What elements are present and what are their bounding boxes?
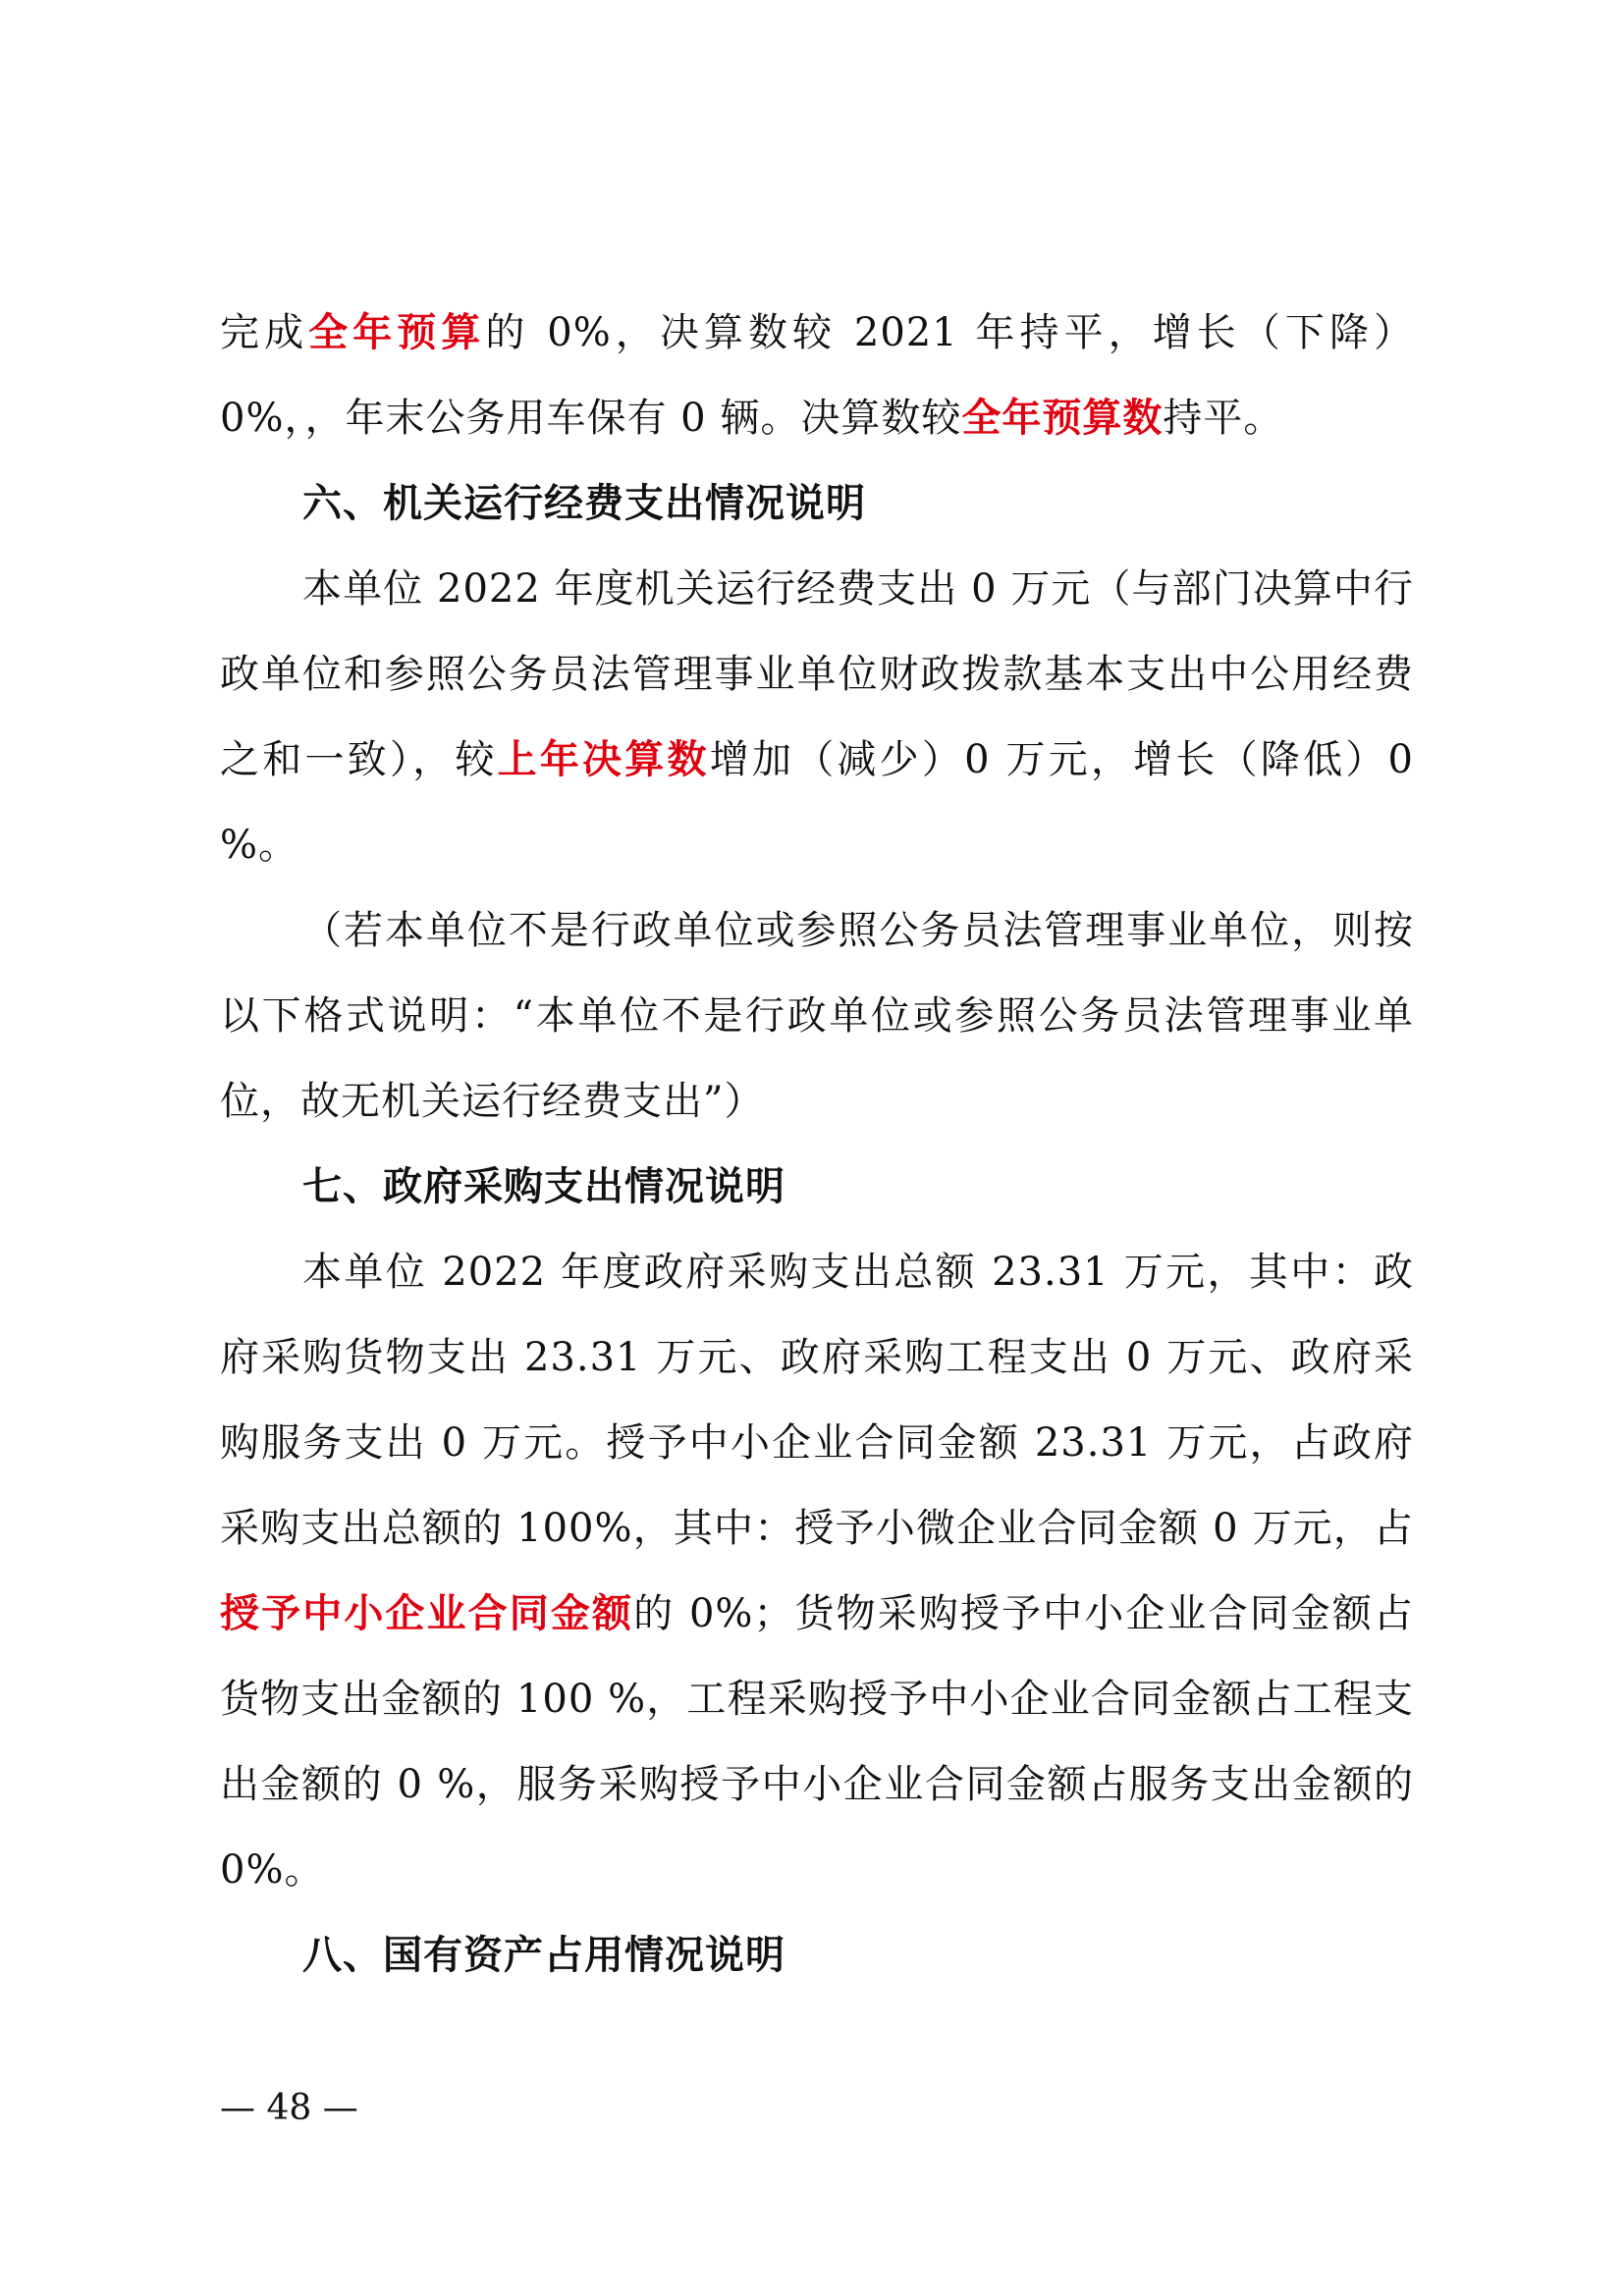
paragraph-operating-expenses <box>220 547 1414 888</box>
text-run: 的 0%；货物采购授予中小企业合同金额占货物支出金额的 100 %，工程采购授予中小企业合同金额占工程支出金额的 0 %，服务采购授予中小企业合同金额占服务支出金额的 0%。 <box>220 1591 1415 1893</box>
highlight-annual-budget-number: 全年预算数 <box>961 396 1164 441</box>
section-heading-6: 六、机关运行经费支出情况说明 <box>302 481 866 526</box>
text-run: 本单位 2022 年度机关运行经费支出 0 万元（与部门决算中行政单位和参照公务员法管理事业单位财政拨款基本支出中公用经费之和一致），较 <box>220 566 1414 782</box>
text-run: 的 0%，决算数较 2021 年持平，增长（下降）0%，，年末公务用车保有 0 辆。决算数较 <box>220 310 1415 441</box>
highlight-annual-budget: 全年预算 <box>308 310 486 355</box>
highlight-last-year-final: 上年决算数 <box>497 737 710 782</box>
text-run: 增加（减少）0 万元，增长（降低）0 %。 <box>220 737 1414 868</box>
text-run: 完成 <box>220 310 309 355</box>
text-run: 本单位 2022 年度政府采购支出总额 23.31 万元，其中：政府采购货物支出 23.31 万元、政府采购工程支出 0 万元、政府采购服务支出 0 万元。授予中小企业合同金额 23.31 万元，占政府采购支出总额的 100%，其中：授予小微企业合同金额 0 万元，占 <box>220 1250 1414 1551</box>
page-number: — 48 — <box>220 2088 358 2128</box>
section-heading-7: 七、政府采购支出情况说明 <box>302 1164 785 1209</box>
paragraph-vehicle-budget <box>220 291 1414 461</box>
document-body <box>220 291 1414 1999</box>
paragraph-operating-note: （若本单位不是行政单位或参照公务员法管理事业单位，则按以下格式说明：“本单位不是行政单位或参照公务员法管理事业单位，故无机关运行经费支出”） <box>220 908 1414 1124</box>
section-heading-8: 八、国有资产占用情况说明 <box>302 1933 785 1978</box>
text-run: 持平。 <box>1163 396 1284 441</box>
paragraph-procurement <box>220 1230 1414 1913</box>
highlight-sme-contract-amount: 授予中小企业合同金额 <box>220 1591 634 1636</box>
